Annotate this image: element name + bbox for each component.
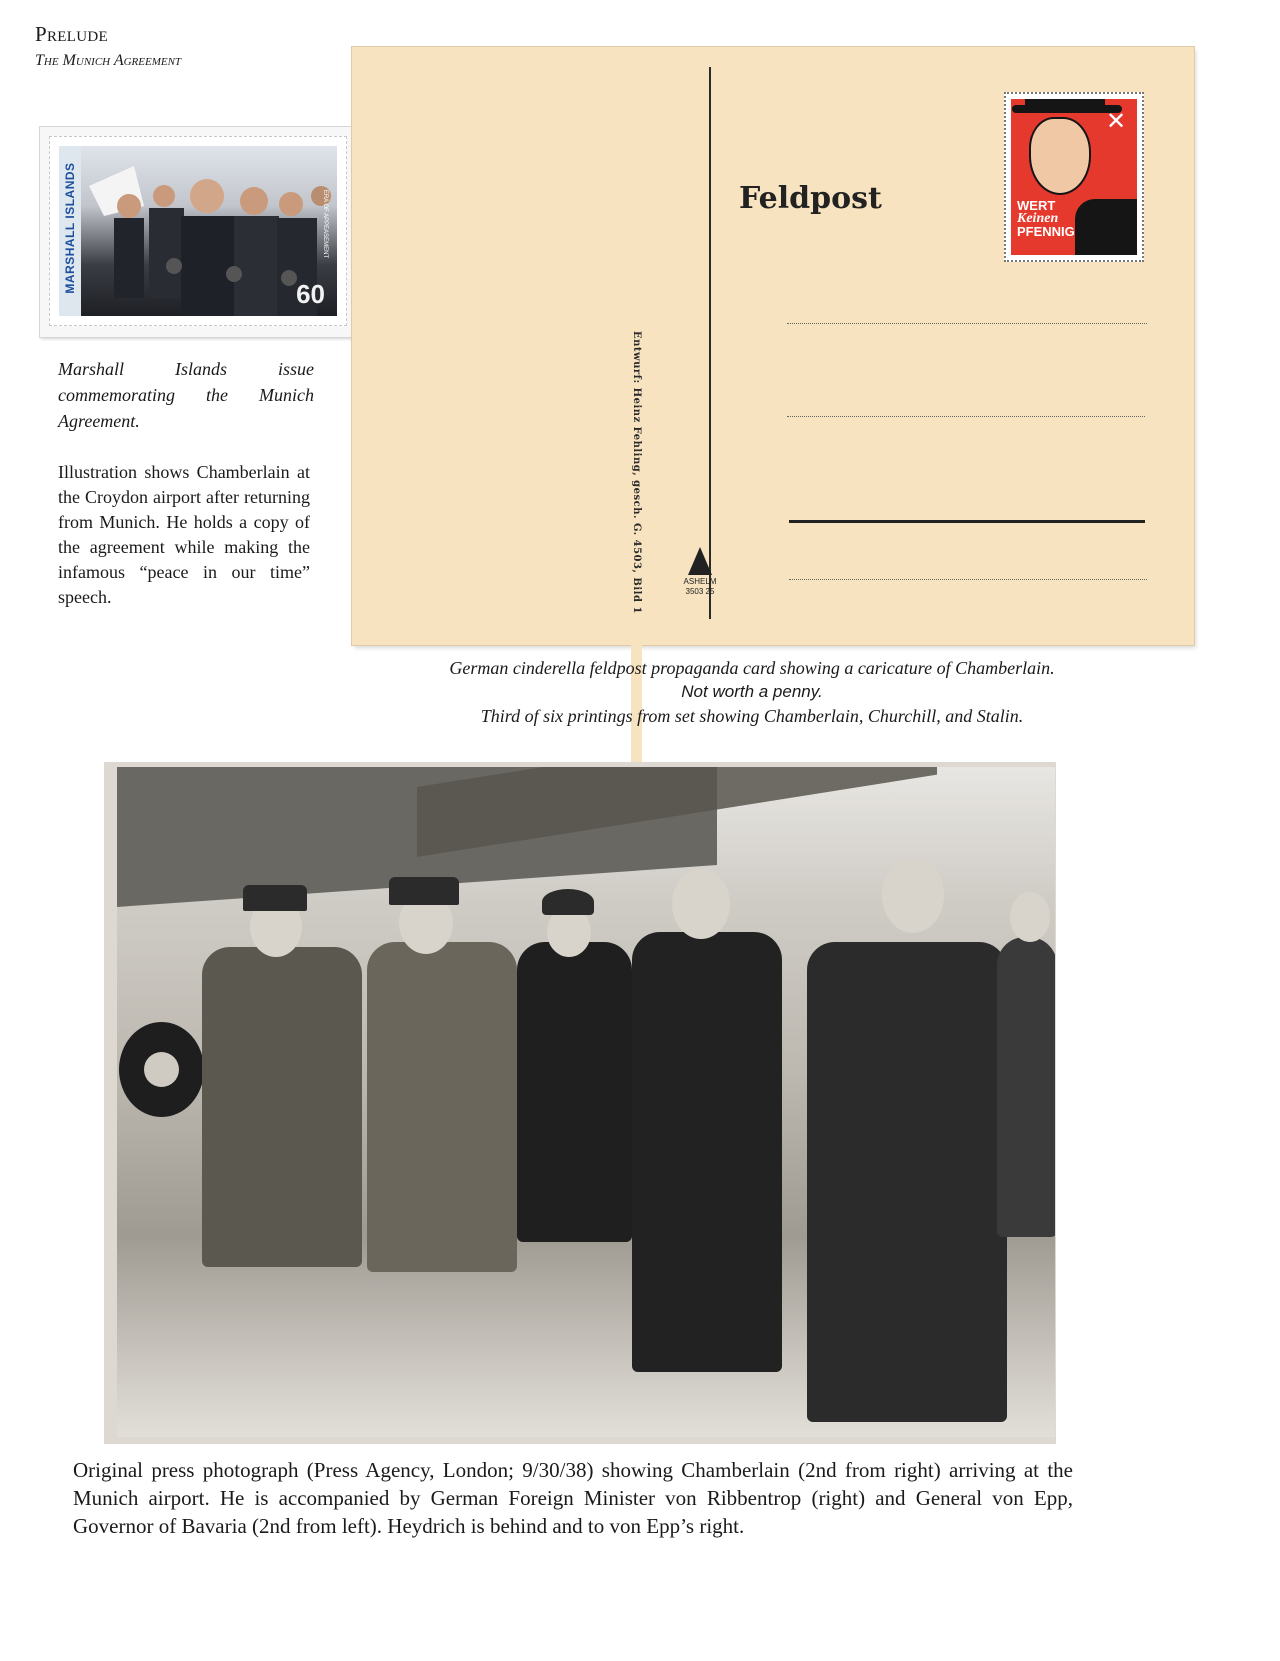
figure-head [672,869,730,939]
page-subtitle: The Munich Agreement [35,52,182,69]
page-section-title: Prelude [35,22,108,46]
marshall-islands-stamp [49,136,347,326]
stamp-illustration [59,146,337,316]
press-photograph [117,767,1055,1437]
address-line [789,579,1147,580]
printer-mark [680,547,720,597]
feldpost-card [352,47,1194,645]
card-vertical-imprint: Entwurf: Heinz Fehling, gesch. G. 4503, Bild 1 [631,325,642,767]
stamp-slogan [1017,199,1075,238]
illustration-caption: Illustration shows Chamberlain at the Croydon airport after returning from Munich. He holds a copy of the agreement while making the infamous “peace in our time” speech. [58,462,310,607]
caricature-face [1029,117,1091,195]
stamp-text-wert: WERT [1017,198,1056,213]
cross-mark-icon: ✕ [1106,108,1127,135]
card-divider-line [709,67,711,619]
figure-von-epp [367,942,517,1272]
caricature-image [1011,99,1137,255]
address-line [787,416,1145,417]
stamp-text-pfennig: PFENNIG [1017,224,1075,239]
caricature-stamp [1004,92,1144,262]
address-line [787,323,1147,324]
figure-chamberlain [632,932,782,1372]
stamp-mount [40,127,358,337]
printer-logo-icon [688,547,712,575]
figure-officer-left [202,947,362,1267]
stamp-caption: Marshall Islands issue commemorating the Munich Agreement. [58,359,314,431]
figure-cap [243,885,307,911]
stamp-country-name: MARSHALL ISLANDS [63,162,77,294]
postcard-caption-line1: German cinderella feldpost propaganda card showing a caricature of Chamberlain. [449,658,1055,678]
figure-helmet [542,889,594,915]
aircraft-wheel [119,1022,204,1117]
figure-cap [389,877,459,905]
figure-background-officer [997,937,1055,1237]
figure-head [882,857,944,933]
card-feldpost-title: Feldpost [739,181,882,216]
caricature-coat [1075,199,1137,255]
printer-name: ASHELM [683,577,717,586]
figure-head [1010,892,1050,942]
postcard-caption-line2: Not worth a penny. [681,682,823,701]
stamp-side-text: ERA OF APPEASEMENT [322,189,328,259]
figure-von-ribbentrop [807,942,1007,1422]
photo-caption: Original press photograph (Press Agency, London; 9/30/38) showing Chamberlain (2nd from right) arriving at the Munich airport. He is accompanied by German Foreign Minister von Ribbentrop (right) and General von Epp, Governor of Bavaria (2nd from left). Heydrich is behind and to von Epp’s right. [73,1458,1073,1538]
stamp-value: 60 [296,279,325,309]
stamp-text-keinen: Keinen [1017,211,1059,226]
printer-number: 3503 25 [685,587,715,596]
postcard-caption [412,656,1092,728]
address-solid-line [789,520,1145,523]
postcard-caption-line3: Third of six printings from set showing Chamberlain, Churchill, and Stalin. [480,706,1024,726]
figure-guard [517,942,632,1242]
